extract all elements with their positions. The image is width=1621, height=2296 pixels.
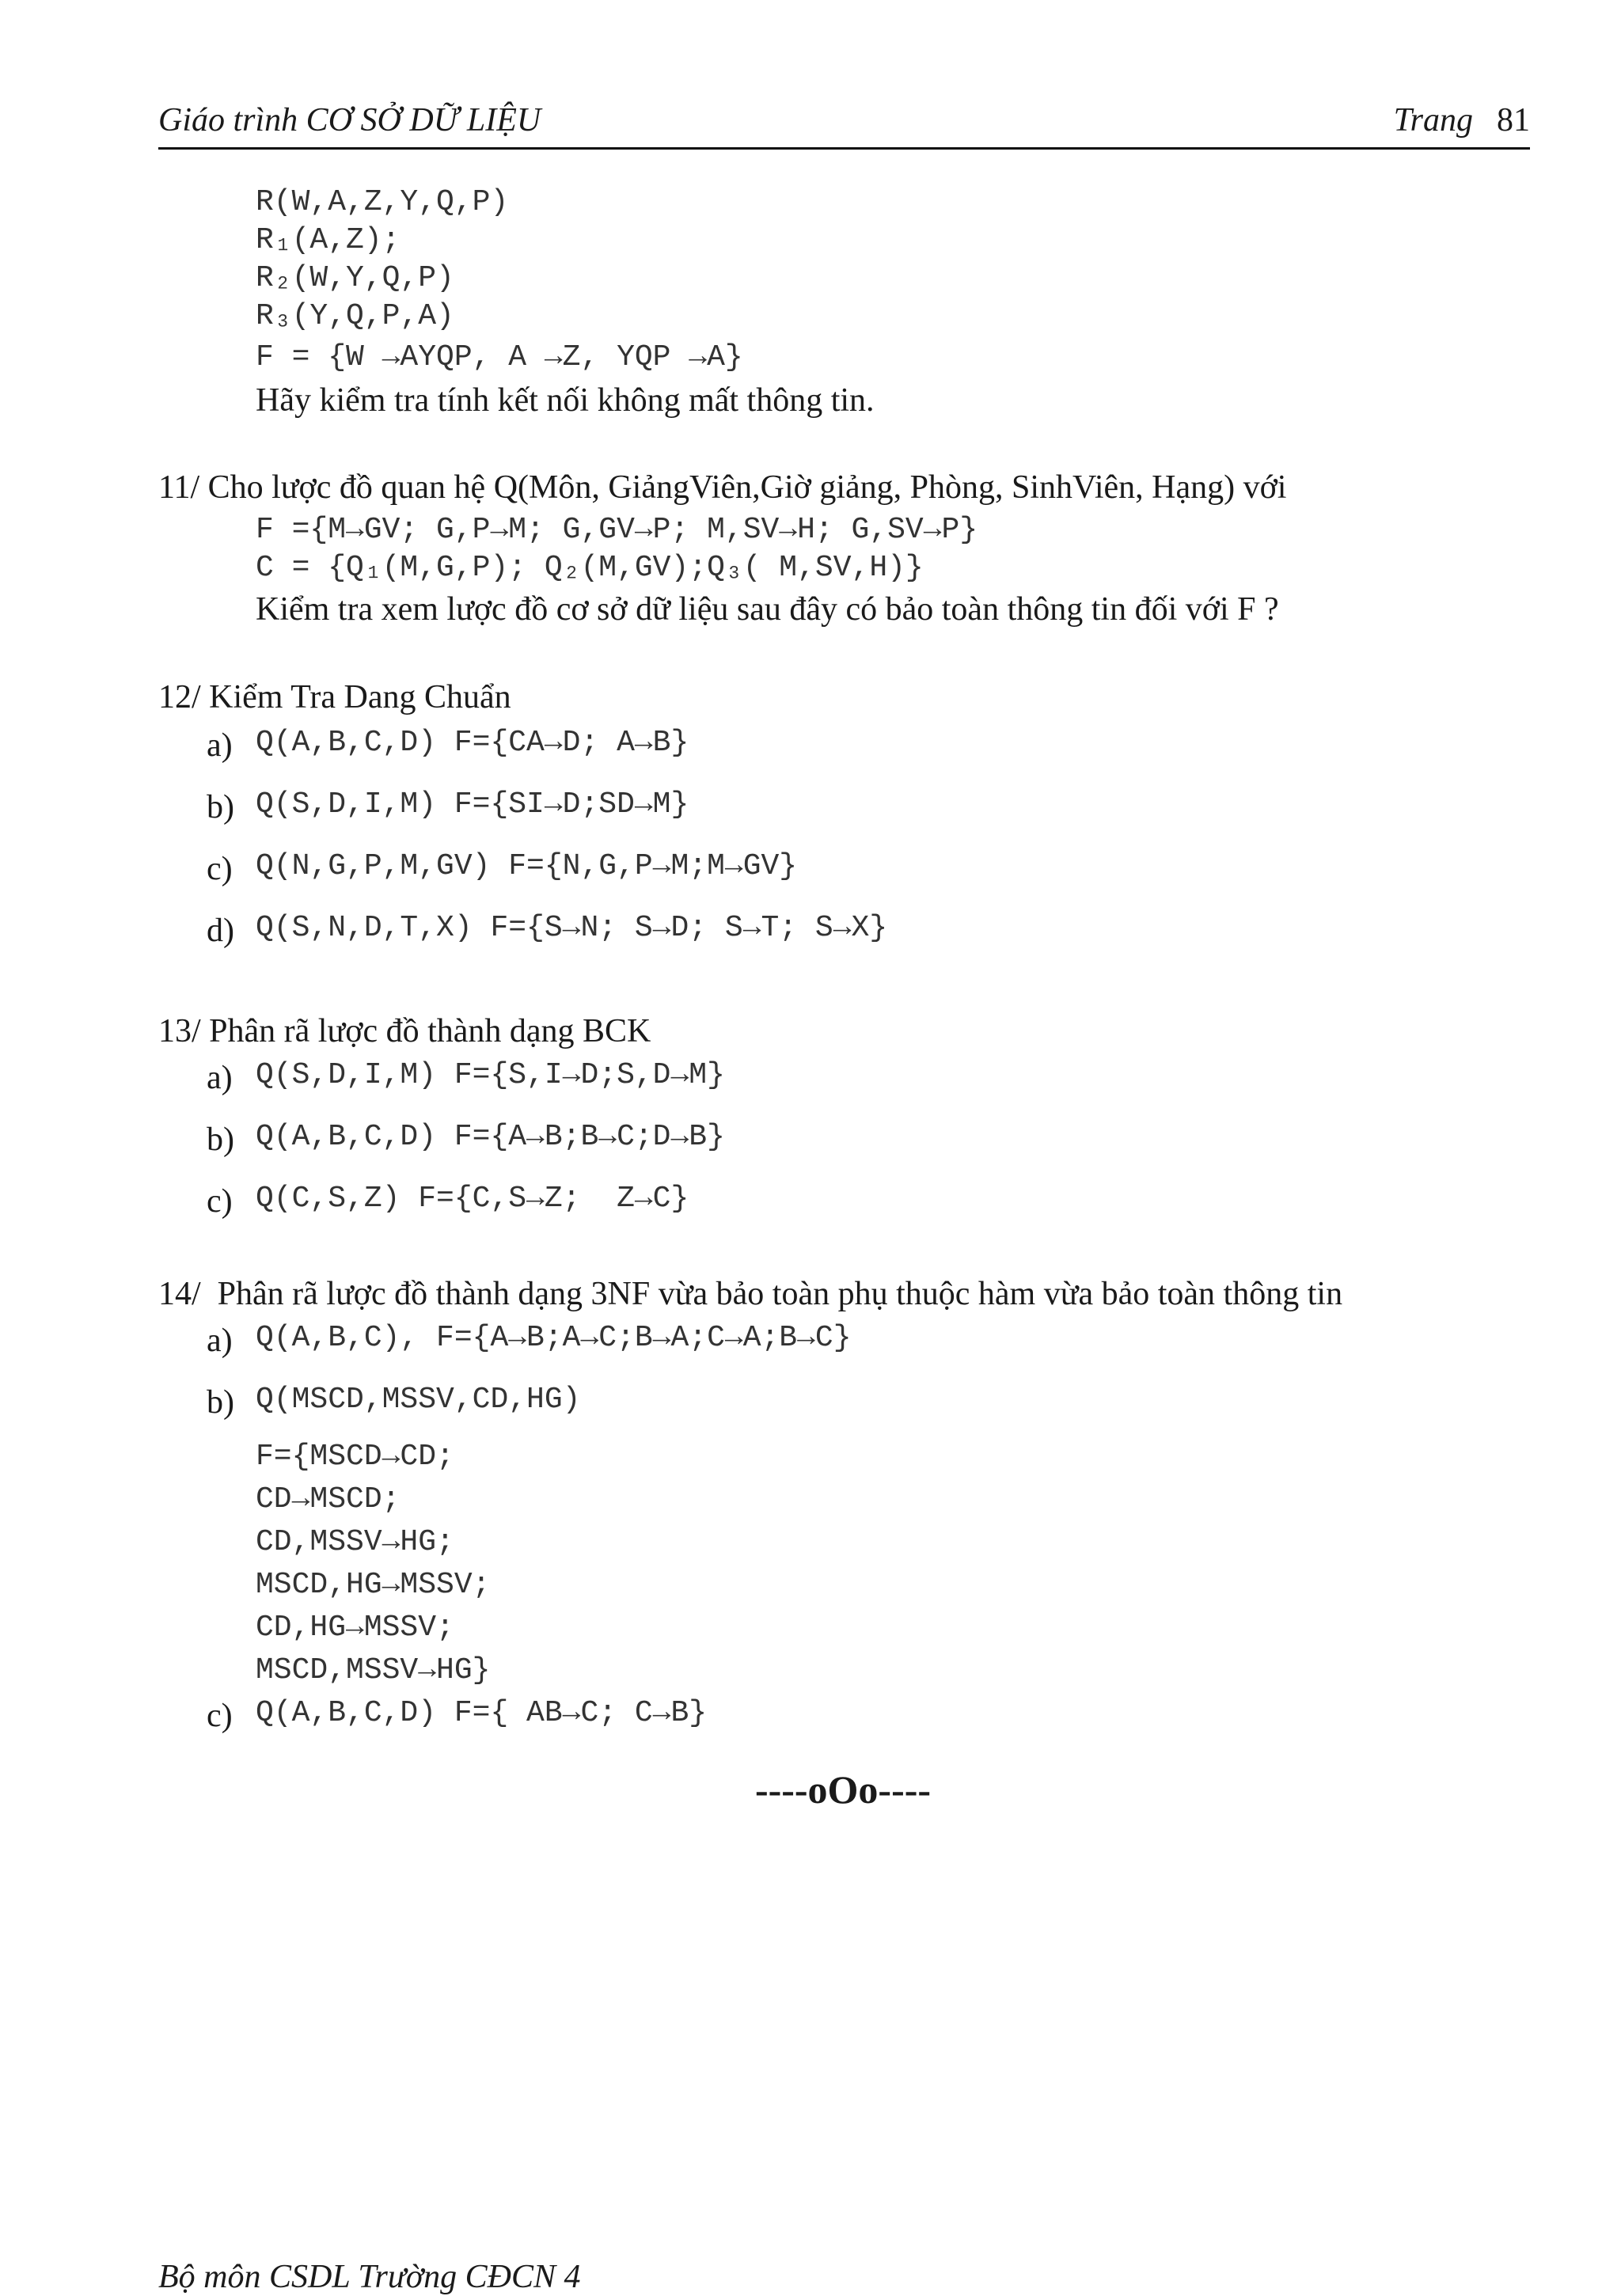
end-mark: ----oOo---- (754, 1767, 932, 1812)
exercise-14-title: 14/ Phân rã lược đồ thành dạng 3NF vừa bảo toàn phụ thuộc hàm vừa bảo toàn thông tin (158, 1276, 1343, 1312)
exercise-11-task: Kiểm tra xem lược đồ cơ sở dữ liệu sau đây có bảo toàn thông tin đối với F ? (256, 591, 1279, 628)
exercise-13-item: Q(S,D,I,M) F={S,I→D;S,D→M} (256, 1058, 725, 1092)
item-label: c) (207, 851, 233, 887)
exercise-14-item-a: Q(A,B,C), F={A→B;A→C;B→A;C→A;B→C} (256, 1321, 852, 1355)
exercise-14-item-c: Q(A,B,C,D) F={ AB→C; C→B} (256, 1696, 708, 1730)
exercise-12-item: Q(S,D,I,M) F={SI→D;SD→M} (256, 787, 689, 822)
item-label: b) (207, 1384, 234, 1421)
relation-r3: R₃(Y,Q,P,A) (256, 299, 454, 333)
page-label: Trang (1393, 102, 1473, 139)
exercise-12-item: Q(N,G,P,M,GV) F={N,G,P→M;M→GV} (256, 849, 798, 883)
exercise-11-schema: C = {Q₁(M,G,P); Q₂(M,GV);Q₃( M,SV,H)} (256, 551, 924, 585)
page-number: 81 (1497, 102, 1530, 139)
header-rule (158, 147, 1530, 150)
relation-r2: R₂(W,Y,Q,P) (256, 261, 454, 295)
page-indicator (1394, 101, 1530, 139)
dependency-line: CD→MSCD; (256, 1482, 401, 1516)
item-label: a) (207, 727, 233, 764)
dependency-line: F={MSCD→CD; (256, 1440, 454, 1474)
exercise-11-title: 11/ Cho lược đồ quan hệ Q(Môn, GiảngViên,Giờ giảng, Phòng, SinhViên, Hạng) với (158, 469, 1287, 506)
exercise-12-item: Q(A,B,C,D) F={CA→D; A→B} (256, 726, 689, 760)
item-label: a) (207, 1323, 233, 1359)
dependency-line: MSCD,HG→MSSV; (256, 1568, 491, 1602)
exercise-10-task: Hãy kiểm tra tính kết nối không mất thông tin. (256, 382, 875, 419)
exercise-12-item: Q(S,N,D,T,X) F={S→N; S→D; S→T; S→X} (256, 911, 888, 945)
item-label: b) (207, 1121, 234, 1158)
footer-text: Bộ môn CSDL Trường CĐCN 4 (158, 2259, 581, 2295)
item-label: a) (207, 1060, 233, 1096)
exercise-13-title: 13/ Phân rã lược đồ thành dạng BCK (158, 1013, 651, 1049)
dependency-line: MSCD,MSSV→HG} (256, 1653, 491, 1687)
exercise-12-title: 12/ Kiểm Tra Dang Chuẩn (158, 679, 511, 715)
item-label: c) (207, 1698, 233, 1734)
dependency-line: CD,MSSV→HG; (256, 1525, 454, 1559)
exercise-11-dependencies: F ={M→GV; G,P→M; G,GV→P; M,SV→H; G,SV→P} (256, 513, 978, 547)
item-label: c) (207, 1183, 233, 1220)
course-title: Giáo trình CƠ SỞ DỮ LIỆU (158, 102, 541, 139)
item-label: b) (207, 789, 234, 825)
exercise-13-item: Q(C,S,Z) F={C,S→Z; Z→C} (256, 1182, 689, 1216)
exercise-13-item: Q(A,B,C,D) F={A→B;B→C;D→B} (256, 1120, 725, 1154)
dependency-set-f: F = {W →AYQP, A →Z, YQP →A} (256, 340, 743, 374)
relation-r: R(W,A,Z,Y,Q,P) (256, 185, 509, 219)
exercise-14-item-b: Q(MSCD,MSSV,CD,HG) (256, 1383, 581, 1417)
relation-r1: R₁(A,Z); (256, 223, 401, 257)
item-label: d) (207, 913, 234, 949)
dependency-line: CD,HG→MSSV; (256, 1611, 454, 1645)
